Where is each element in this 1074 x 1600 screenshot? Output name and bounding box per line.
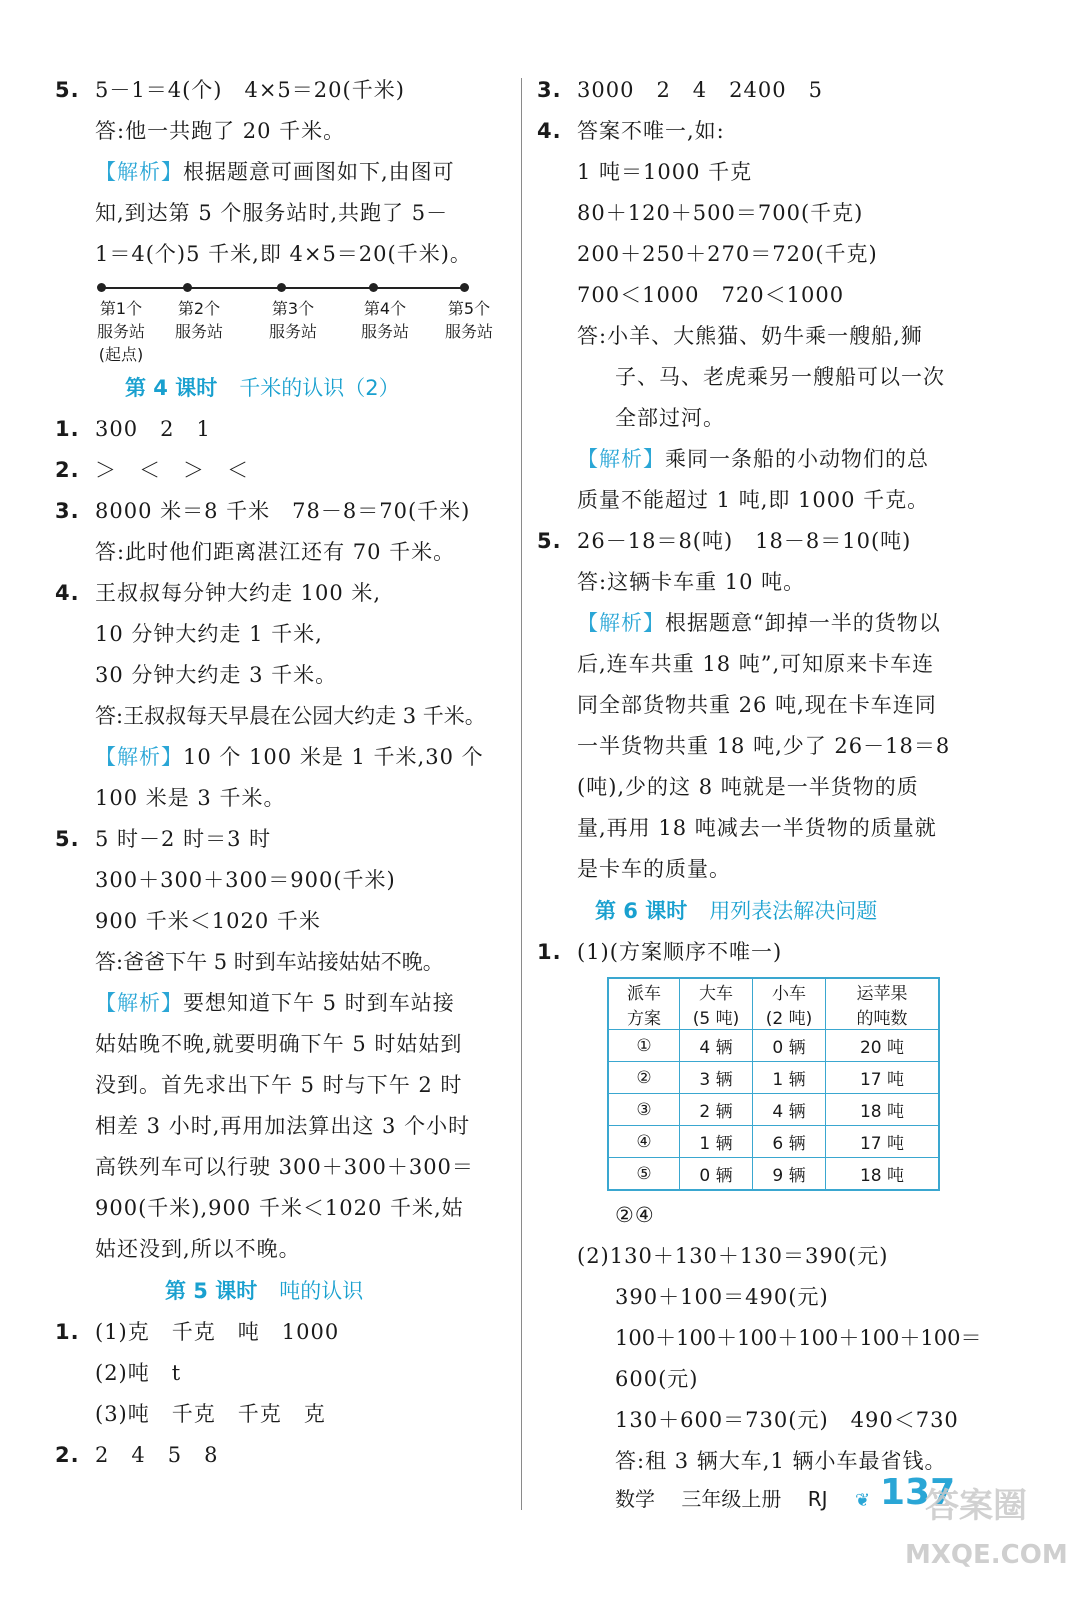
watermark-logo: 答案圈 (925, 1486, 1027, 1526)
analysis-line: 相差 3 小时,再用加法算出这 3 个小时 (95, 1114, 471, 1138)
answer-line: 3. 8000 米＝8 千米 78－8＝70(千米) (55, 499, 471, 523)
answer-line: 100＋100＋100＋100＋100＋100＝ (615, 1326, 982, 1350)
station-label: 第2个 服务站 (175, 299, 224, 341)
header-cell: 大车 (5 吨) (680, 978, 753, 1030)
answer-line: 30 分钟大约走 3 千米。 (95, 663, 338, 687)
service-station-diagram (55, 275, 495, 367)
station-dot (97, 283, 106, 292)
section-heading: 第 5 课时 吨的认识 (165, 1279, 364, 1303)
answer-line: 700＜1000 720＜1000 (577, 283, 845, 307)
answer-line: 5. 5 时－2 时＝3 时 (55, 827, 272, 851)
section-heading: 第 6 课时 用列表法解决问题 (595, 899, 878, 923)
analysis-line: 高铁列车可以行驶 300＋300＋300＝ (95, 1155, 474, 1179)
page-number: 137 (880, 1472, 956, 1513)
answer-line: 答:小羊、大熊猫、奶牛乘一艘船,狮 (577, 324, 923, 348)
truck-plan-table (607, 977, 940, 1191)
answer-line: (2)吨 t (95, 1361, 182, 1385)
analysis-line: 姑还没到,所以不晚。 (95, 1237, 301, 1261)
analysis-line: 姑姑晚不晚,就要明确下午 5 时姑姑到 (95, 1032, 463, 1056)
analysis-line: 知,到达第 5 个服务站时,共跑了 5－ (95, 201, 449, 225)
grade-label: 三年级上册 (681, 1487, 782, 1511)
answer-line: 2. 2 4 5 8 (55, 1443, 219, 1467)
right-column (537, 70, 987, 1482)
station-label: 第1个 服务站 (起点) (97, 299, 146, 364)
station-label: 第4个 服务站 (361, 299, 410, 341)
analysis-line: 一半货物共重 18 吨,少了 26－18＝8 (577, 734, 951, 758)
answer-line: 390＋100＝490(元) (615, 1285, 829, 1309)
station-label: 第3个 服务站 (269, 299, 318, 341)
answer-line: 3. 3000 2 4 2400 5 (537, 78, 823, 102)
answer-line: 答:他一共跑了 20 千米。 (95, 119, 346, 143)
analysis-line: 900(千米),900 千米＜1020 千米,姑 (95, 1196, 464, 1220)
analysis-line: 【解析】根据题意可画图如下,由图可 (95, 160, 455, 184)
table-header-row (608, 978, 939, 1030)
analysis-tag: 【解析】 (95, 160, 183, 184)
answer-line: 5. 5－1＝4(个) 4×5＝20(千米) (55, 70, 495, 111)
station-dot (460, 283, 469, 292)
analysis-line: (吨),少的这 8 吨就是一半货物的质 (577, 775, 919, 799)
header-cell: 运苹果 的吨数 (826, 978, 940, 1030)
table-row: ④ 1 辆 6 辆 17 吨 (608, 1126, 939, 1158)
station-dot (369, 283, 378, 292)
watermark-url: MXQE.COM (905, 1540, 1068, 1570)
analysis-line: 质量不能超过 1 吨,即 1000 千克。 (577, 488, 930, 512)
analysis-line: 是卡车的质量。 (577, 857, 731, 881)
analysis-line: 【解析】乘同一条船的小动物们的总 (577, 447, 929, 471)
analysis-line: 没到。首先求出下午 5 时与下午 2 时 (95, 1073, 463, 1097)
analysis-line: 【解析】根据题意“卸掉一半的货物以 (577, 611, 941, 635)
answer-line: 1. (1)(方案顺序不唯一) (537, 940, 783, 964)
answer-line: 1. 300 2 1 (55, 417, 211, 441)
station-dot (277, 283, 286, 292)
answer-line: (3)吨 千克 千克 克 (95, 1402, 326, 1426)
answer-line: 答:租 3 辆大车,1 辆小车最省钱。 (615, 1449, 947, 1473)
answer-line: 4. 王叔叔每分钟大约走 100 米, (55, 581, 382, 605)
analysis-line: 同全部货物共重 26 吨,现在卡车连同 (577, 693, 937, 717)
column-divider (521, 78, 522, 1510)
question-number: 5. (55, 78, 80, 102)
section-heading: 第 4 课时 千米的认识（2） (125, 376, 400, 400)
answer-line: 300＋300＋300＝900(千米) (95, 868, 396, 892)
analysis-line: 量,再用 18 吨减去一半货物的质量就 (577, 816, 937, 840)
answer-line: (2)130＋130＋130＝390(元) (577, 1244, 889, 1268)
answer-line: 1. (1)克 千克 吨 1000 (55, 1320, 340, 1344)
header-cell: 派车 方案 (608, 978, 680, 1030)
answer-line: 答:王叔叔每天早晨在公园大约走 3 千米。 (95, 704, 486, 728)
answer-line: 80＋120＋500＝700(千克) (577, 201, 864, 225)
header-cell: 小车 (2 吨) (753, 978, 826, 1030)
answer-line: 1 吨＝1000 千克 (577, 160, 753, 184)
answer-line: 5. 26－18＝8(吨) 18－8＝10(吨) (537, 529, 912, 553)
analysis-line: 100 米是 3 千米。 (95, 786, 286, 810)
answer-line: 子、马、老虎乘另一艘船可以一次 (615, 365, 945, 389)
subject-label: 数学 (615, 1487, 655, 1511)
answer-line: 答:此时他们距离湛江还有 70 千米。 (95, 540, 456, 564)
table-row: ⑤ 0 辆 9 辆 18 吨 (608, 1158, 939, 1191)
answer-line: 4. 答案不唯一,如: (537, 119, 725, 143)
answer-line: 10 分钟大约走 1 千米, (95, 622, 323, 646)
analysis-line: 【解析】要想知道下午 5 时到车站接 (95, 991, 455, 1015)
answer-line: 答:爸爸下午 5 时到车站接姑姑不晚。 (95, 950, 444, 974)
edition-label: RJ (807, 1487, 828, 1511)
station-dot (183, 283, 192, 292)
answer-line: ②④ (615, 1203, 655, 1227)
answer-line: 130＋600＝730(元) 490＜730 (615, 1408, 959, 1432)
left-column (55, 70, 495, 1476)
answer-line: 全部过河。 (615, 406, 725, 430)
leaf-icon: ❦ (855, 1490, 871, 1511)
table-row: ① 4 辆 0 辆 20 吨 (608, 1030, 939, 1062)
page-footer (615, 1483, 848, 1512)
answer-line: 2. ＞ ＜ ＞ ＜ (55, 458, 249, 482)
table-row: ② 3 辆 1 辆 17 吨 (608, 1062, 939, 1094)
analysis-line: 1＝4(个)5 千米,即 4×5＝20(千米)。 (95, 242, 472, 266)
table-row: ③ 2 辆 4 辆 18 吨 (608, 1094, 939, 1126)
analysis-line: 后,连车共重 18 吨”,可知原来卡车连 (577, 652, 935, 676)
answer-line: 600(元) (615, 1367, 699, 1391)
answer-line: 900 千米＜1020 千米 (95, 909, 321, 933)
answer-line: 答:这辆卡车重 10 吨。 (577, 570, 806, 594)
station-label: 第5个 服务站 (445, 299, 494, 341)
analysis-line: 【解析】10 个 100 米是 1 千米,30 个 (95, 745, 484, 769)
answer-line: 200＋250＋270＝720(千克) (577, 242, 878, 266)
